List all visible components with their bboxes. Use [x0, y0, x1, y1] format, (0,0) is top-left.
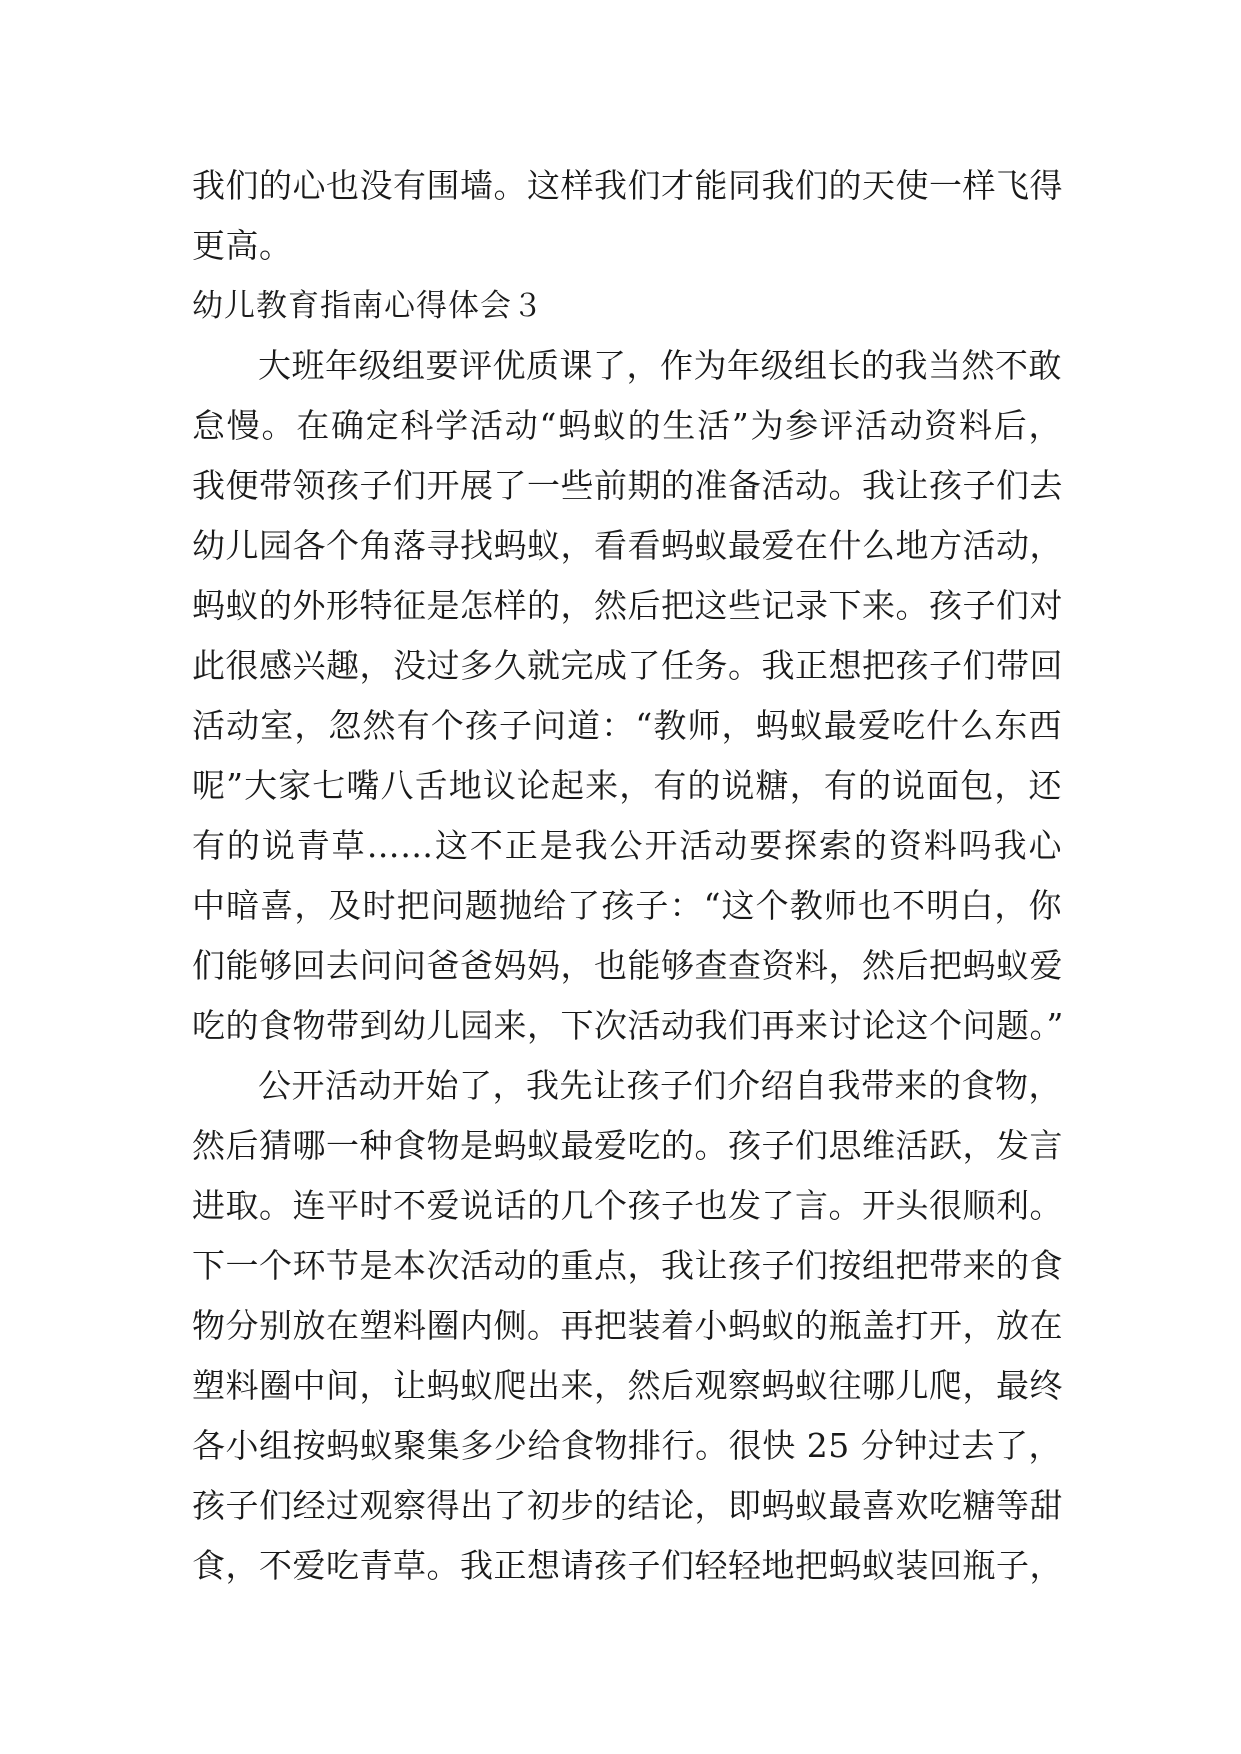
text-line: 塑料圈中间，让蚂蚁爬出来，然后观察蚂蚁往哪儿爬，最终 — [192, 1366, 1063, 1405]
text-line: 有的说青草……这不正是我公开活动要探索的资料吗我心 — [192, 826, 1062, 865]
text-line: 吃的食物带到幼儿园来，下次活动我们再来讨论这个问题。” — [192, 1006, 1064, 1045]
text-line: 各小组按蚂蚁聚集多少给食物排行。很快 25 分钟过去了， — [192, 1426, 1062, 1465]
text-line: 公开活动开始了，我先让孩子们介绍自我带来的食物， — [258, 1066, 1062, 1105]
text-line: 们能够回去问问爸爸妈妈，也能够查查资料，然后把蚂蚁爱 — [192, 946, 1063, 985]
text-line: 食，不爱吃青草。我正想请孩子们轻轻地把蚂蚁装回瓶子， — [192, 1546, 1063, 1585]
text-line: 蚂蚁的外形特征是怎样的，然后把这些记录下来。孩子们对 — [192, 586, 1063, 625]
text-line: 怠慢。在确定科学活动“蚂蚁的生活”为参评活动资料后， — [192, 406, 1062, 445]
text-line: 大班年级组要评优质课了，作为年级组长的我当然不敢 — [258, 346, 1062, 385]
text-line: 下一个环节是本次活动的重点，我让孩子们按组把带来的食 — [192, 1246, 1063, 1285]
text-line: 呢”大家七嘴八舌地议论起来，有的说糖，有的说面包，还 — [192, 766, 1062, 805]
text-line: 幼儿园各个角落寻找蚂蚁，看看蚂蚁最爱在什么地方活动， — [192, 526, 1063, 565]
text-line: 此很感兴趣，没过多久就完成了任务。我正想把孩子们带回 — [192, 646, 1063, 685]
text-line: 然后猜哪一种食物是蚂蚁最爱吃的。孩子们思维活跃，发言 — [192, 1126, 1063, 1165]
text-line: 孩子们经过观察得出了初步的结论，即蚂蚁最喜欢吃糖等甜 — [192, 1486, 1063, 1525]
text-line: 物分别放在塑料圈内侧。再把装着小蚂蚁的瓶盖打开，放在 — [192, 1306, 1063, 1345]
text-line: 活动室，忽然有个孩子问道：“教师，蚂蚁最爱吃什么东西 — [192, 706, 1062, 745]
text-line: 我们的心也没有围墙。这样我们才能同我们的天使一样飞得 — [192, 166, 1063, 205]
text-line: 进取。连平时不爱说话的几个孩子也发了言。开头很顺利。 — [192, 1186, 1063, 1225]
text-line: 中暗喜，及时把问题抛给了孩子：“这个教师也不明白，你 — [192, 886, 1062, 925]
section-heading: 幼儿教育指南心得体会３ — [192, 288, 544, 324]
text-line: 我便带领孩子们开展了一些前期的准备活动。我让孩子们去 — [192, 466, 1063, 505]
text-line: 更高。 — [192, 226, 293, 265]
